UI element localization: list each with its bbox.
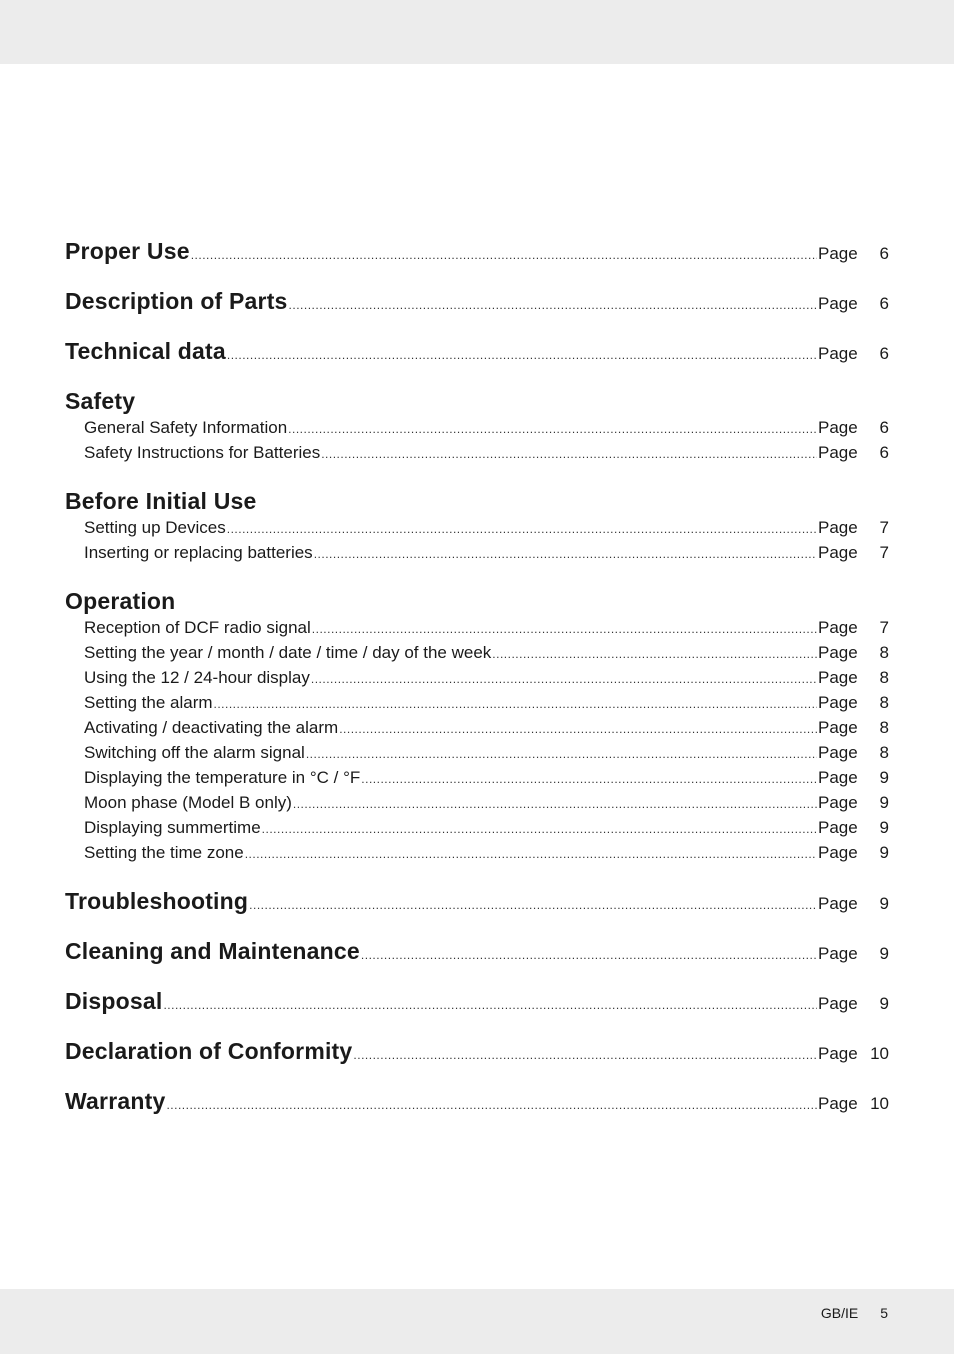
dot-leader	[214, 697, 817, 711]
page-label: Page	[818, 843, 858, 862]
toc-heading-title: Description of Parts	[65, 288, 288, 314]
page-number: 6	[879, 344, 889, 363]
dot-leader	[361, 948, 817, 962]
page-number: 7	[879, 518, 889, 537]
toc-entry-dcf-reception[interactable]	[65, 618, 889, 638]
toc-heading-title: Declaration of Conformity	[65, 1038, 353, 1064]
page-number: 9	[879, 818, 889, 837]
toc-sub-title: Inserting or replacing batteries	[84, 543, 313, 562]
toc-entry-troubleshooting[interactable]	[65, 888, 889, 915]
toc-entry-general-safety-information[interactable]	[65, 418, 889, 438]
toc-entry-description-of-parts[interactable]	[65, 288, 889, 315]
page-number: 8	[879, 643, 889, 662]
dot-leader	[314, 547, 817, 561]
page-number: 9	[879, 994, 889, 1013]
toc-entry-warranty[interactable]	[65, 1088, 889, 1115]
page-number: 10	[870, 1044, 889, 1063]
toc-entry-safety-instructions-batteries[interactable]	[65, 443, 889, 463]
page-number: 6	[879, 418, 889, 437]
toc-entry-setting-alarm[interactable]	[65, 693, 889, 713]
page-number: 9	[879, 894, 889, 913]
page-number: 10	[870, 1094, 889, 1113]
page-label: Page	[818, 1094, 858, 1113]
page-label: Page	[818, 894, 858, 913]
toc-entry-summertime[interactable]	[65, 818, 889, 838]
page-number: 9	[879, 944, 889, 963]
toc-sub-title: Activating / deactivating the alarm	[84, 718, 339, 737]
dot-leader	[339, 722, 817, 736]
page-label: Page	[818, 1044, 858, 1063]
page-label: Page	[818, 344, 858, 363]
page-label: Page	[818, 693, 858, 712]
dot-leader	[227, 348, 817, 362]
footer-band	[0, 1289, 954, 1354]
page-label: Page	[818, 718, 858, 737]
toc-entry-setting-date-time[interactable]	[65, 643, 889, 663]
page-label: Page	[818, 818, 858, 837]
header-band	[0, 0, 954, 64]
toc-sub-title: Reception of DCF radio signal	[84, 618, 311, 637]
page-number: 9	[879, 793, 889, 812]
dot-leader	[289, 298, 817, 312]
page-label: Page	[818, 994, 858, 1013]
page-label: Page	[818, 643, 858, 662]
page-label: Page	[818, 668, 858, 687]
page-label: Page	[818, 793, 858, 812]
toc-entry-disposal[interactable]	[65, 988, 889, 1015]
dot-leader	[288, 422, 817, 436]
toc-entry-moon-phase[interactable]	[65, 793, 889, 813]
dot-leader	[321, 447, 817, 461]
dot-leader	[353, 1048, 817, 1062]
page-label: Page	[818, 743, 858, 762]
dot-leader	[249, 898, 817, 912]
page-footer	[821, 1305, 888, 1321]
dot-leader	[245, 847, 817, 861]
toc-sub-title: Switching off the alarm signal	[84, 743, 305, 762]
toc-sub-title: Setting the alarm	[84, 693, 213, 712]
toc-sub-title: Safety Instructions for Batteries	[84, 443, 321, 462]
toc-heading-title: Disposal	[65, 988, 163, 1014]
toc-heading-title: Cleaning and Maintenance	[65, 938, 360, 964]
page-number: 9	[879, 768, 889, 787]
toc-sub-title: Setting the time zone	[84, 843, 244, 862]
page-label: Page	[818, 294, 858, 313]
dot-leader	[262, 822, 817, 836]
toc-sub-title: Setting up Devices	[84, 518, 226, 537]
toc-entry-setting-up-devices[interactable]	[65, 518, 889, 538]
page-label: Page	[818, 418, 858, 437]
toc-entry-activating-alarm[interactable]	[65, 718, 889, 738]
page-number: 9	[879, 843, 889, 862]
footer-page-number: 5	[880, 1305, 888, 1321]
page-label: Page	[818, 443, 858, 462]
page-number: 6	[879, 244, 889, 263]
page-label: Page	[818, 768, 858, 787]
dot-leader	[227, 522, 817, 536]
page-label: Page	[818, 244, 858, 263]
toc-entry-technical-data[interactable]	[65, 338, 889, 365]
page-label: Page	[818, 944, 858, 963]
page-label: Page	[818, 518, 858, 537]
page-number: 8	[879, 718, 889, 737]
dot-leader	[163, 998, 817, 1012]
page-number: 8	[879, 743, 889, 762]
toc-heading-title: Technical data	[65, 338, 226, 364]
toc-heading-title: Warranty	[65, 1088, 166, 1114]
toc-entry-declaration-of-conformity[interactable]	[65, 1038, 889, 1065]
footer-region: GB/IE	[820, 1305, 859, 1321]
toc-sub-title: Setting the year / month / date / time / day of the week	[84, 643, 492, 662]
toc-heading-title: Proper Use	[65, 238, 190, 264]
dot-leader	[166, 1098, 817, 1112]
toc-sub-title: Using the 12 / 24-hour display	[84, 668, 310, 687]
page-number: 7	[879, 618, 889, 637]
dot-leader	[312, 622, 817, 636]
page-number: 6	[879, 294, 889, 313]
dot-leader	[311, 672, 817, 686]
toc-entry-switching-off-alarm[interactable]	[65, 743, 889, 763]
toc-sub-title: Displaying the temperature in °C / °F	[84, 768, 361, 787]
page-label: Page	[818, 618, 858, 637]
toc-sub-title: Moon phase (Model B only)	[84, 793, 292, 812]
toc-heading-title: Troubleshooting	[65, 888, 249, 914]
dot-leader	[492, 647, 817, 661]
dot-leader	[191, 248, 817, 262]
toc-section-safety[interactable]: Safety	[65, 388, 136, 414]
toc-section-before-initial-use[interactable]: Before Initial Use	[65, 488, 257, 514]
page-label: Page	[818, 543, 858, 562]
toc-entry-time-zone[interactable]	[65, 843, 889, 863]
page-number: 6	[879, 443, 889, 462]
toc-section-operation[interactable]: Operation	[65, 588, 176, 614]
toc-entry-proper-use[interactable]	[65, 238, 889, 265]
toc-entry-temperature-display[interactable]	[65, 768, 889, 788]
dot-leader	[293, 797, 817, 811]
dot-leader	[306, 747, 817, 761]
toc-entry-cleaning-maintenance[interactable]	[65, 938, 889, 965]
toc-entry-inserting-batteries[interactable]	[65, 543, 889, 563]
toc-sub-title: General Safety Information	[84, 418, 288, 437]
page-number: 7	[879, 543, 889, 562]
page-number: 8	[879, 693, 889, 712]
dot-leader	[361, 772, 817, 786]
page-number: 8	[879, 668, 889, 687]
toc-entry-12-24-display[interactable]	[65, 668, 889, 688]
toc-sub-title: Displaying summertime	[84, 818, 261, 837]
